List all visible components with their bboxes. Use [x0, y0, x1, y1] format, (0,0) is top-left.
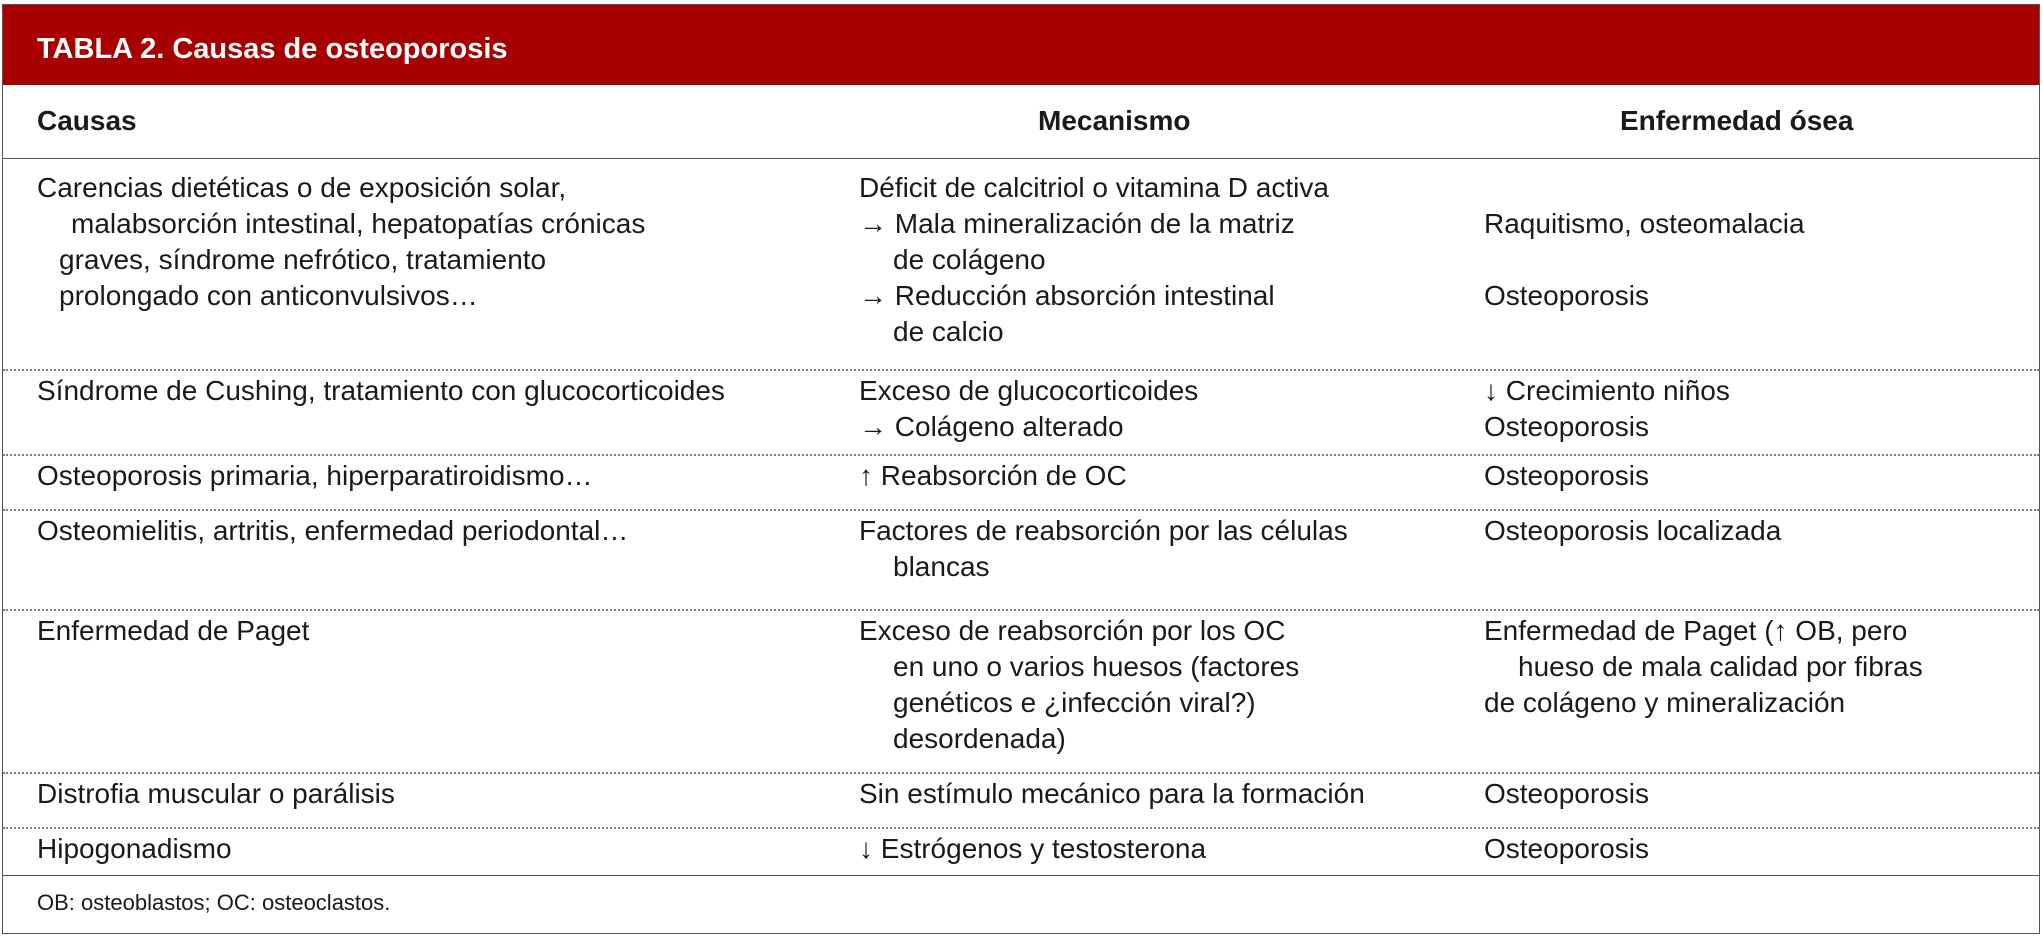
table-header: [3, 85, 2039, 159]
cell-line: ↑ Reabsorción de OC: [859, 460, 1127, 491]
cell-causas: [37, 613, 309, 649]
cell-mecanismo: [859, 458, 1127, 494]
footer-divider: [3, 875, 2039, 876]
cell-line: Osteoporosis: [1484, 460, 1649, 491]
cell-causas: [37, 373, 725, 409]
cell-line: graves, síndrome nefrótico, tratamiento: [59, 244, 547, 275]
cell-line: malabsorción intestinal, hepatopatías crónicas: [71, 208, 646, 239]
footnote: OB: osteoblastos; OC: osteoclastos.: [37, 890, 391, 915]
table-row: [3, 369, 2039, 456]
cell-causas: [37, 170, 645, 314]
cell-causas: [37, 513, 628, 549]
cell-line: prolongado con anticonvulsivos…: [59, 280, 478, 311]
table-row: [3, 772, 2039, 829]
cell-line: Osteoporosis: [1484, 280, 1649, 311]
cell-line: Osteoporosis: [1484, 833, 1649, 864]
cell-causas: [37, 831, 232, 867]
cell-line: en uno o varios huesos (factores: [893, 651, 1300, 682]
cell-mecanismo: [859, 170, 1329, 350]
cell-line: Sin estímulo mecánico para la formación: [859, 778, 1365, 809]
cell-line: Carencias dietéticas o de exposición solar,: [37, 172, 567, 203]
cell-line: Osteoporosis: [1484, 411, 1649, 442]
column-header-mecanismo: Mecanismo: [1038, 105, 1191, 136]
cell-mecanismo: [859, 776, 1365, 812]
cell-line: de colágeno y mineralización: [1484, 687, 1846, 718]
cell-line: → Mala mineralización de la matriz: [859, 208, 1295, 239]
cell-line: de colágeno: [893, 244, 1046, 275]
cell-line: desordenada): [893, 723, 1066, 754]
cell-line: de calcio: [893, 316, 1004, 347]
cell-enfermedad: [1484, 513, 1781, 549]
table-row: [3, 609, 2039, 774]
cell-line: Déficit de calcitriol o vitamina D activa: [859, 172, 1329, 203]
cell-enfermedad: [1484, 458, 1649, 494]
cell-line: Distrofia muscular o parálisis: [37, 778, 395, 809]
column-header-enfermedad-osea: Enfermedad ósea: [1620, 105, 1854, 136]
cell-mecanismo: [859, 513, 1348, 585]
cell-line: → Reducción absorción intestinal: [859, 280, 1275, 311]
cell-line: Osteoporosis: [1484, 778, 1649, 809]
cell-causas: [37, 776, 395, 812]
cell-line: Osteoporosis localizada: [1484, 515, 1782, 546]
cell-enfermedad: [1484, 373, 1730, 445]
table-row: [3, 827, 2039, 875]
cell-line: genéticos e ¿infección viral?): [893, 687, 1256, 718]
cell-line: Enfermedad de Paget (↑ OB, pero: [1484, 615, 1908, 646]
table-row: [3, 158, 2039, 371]
cell-line: Raquitismo, osteomalacia: [1484, 208, 1805, 239]
table-row: [3, 509, 2039, 611]
cell-line: Exceso de glucocorticoides: [859, 375, 1199, 406]
cell-line: [1484, 170, 1805, 206]
table-title: TABLA 2. Causas de osteoporosis: [3, 5, 2039, 85]
cell-enfermedad: [1484, 776, 1649, 812]
cell-line: Exceso de reabsorción por los OC: [859, 615, 1286, 646]
cell-line: Síndrome de Cushing, tratamiento con glucocorticoides: [37, 375, 725, 406]
table-frame: [2, 4, 2040, 934]
table-row: [3, 454, 2039, 511]
cell-mecanismo: [859, 613, 1299, 757]
cell-mecanismo: [859, 373, 1198, 445]
column-header-causas: Causas: [37, 105, 137, 136]
cell-line: ↓ Estrógenos y testosterona: [859, 833, 1207, 864]
cell-line: Osteoporosis primaria, hiperparatiroidismo…: [37, 460, 593, 491]
cell-line: Enfermedad de Paget: [37, 615, 310, 646]
cell-line: Osteomielitis, artritis, enfermedad periodontal…: [37, 515, 629, 546]
cell-causas: [37, 458, 593, 494]
cell-line: → Colágeno alterado: [859, 411, 1124, 442]
cell-line: [1484, 242, 1805, 278]
cell-enfermedad: [1484, 613, 1923, 721]
cell-enfermedad: [1484, 170, 1805, 314]
cell-line: hueso de mala calidad por fibras: [1518, 651, 1923, 682]
cell-enfermedad: [1484, 831, 1649, 867]
cell-line: Factores de reabsorción por las células: [859, 515, 1348, 546]
cell-line: blancas: [893, 551, 990, 582]
cell-mecanismo: [859, 831, 1206, 867]
cell-line: Hipogonadismo: [37, 833, 232, 864]
cell-line: ↓ Crecimiento niños: [1484, 375, 1730, 406]
